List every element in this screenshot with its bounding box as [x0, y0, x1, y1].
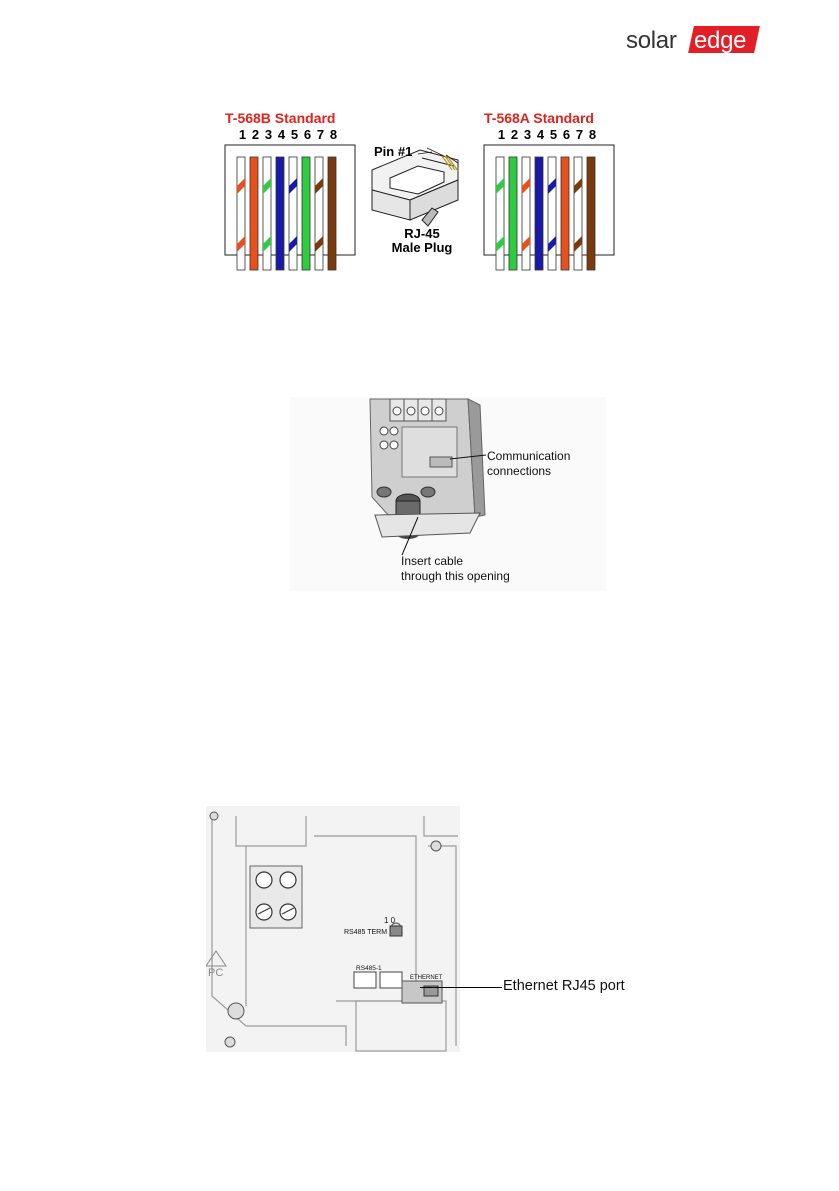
t568b-wire-6: [302, 157, 310, 270]
logo-text-solar: solar: [626, 27, 677, 54]
silk-rs485-1: RS485-1: [356, 965, 382, 972]
t568a-wire-8: [587, 157, 595, 270]
silk-ethernet: ETHERNET: [410, 975, 443, 981]
t568b-wire-5: [289, 157, 297, 270]
t568b-pin-numbers: 1 2 3 4 5 6 7 8: [238, 127, 338, 142]
t568b-wire-8: [328, 157, 336, 270]
t568a-title: T-568A Standard: [484, 110, 594, 126]
silk-1-0: 1 0: [384, 916, 396, 925]
callout-comm-line2: connections: [487, 464, 552, 478]
silk-rs485-term: RS485 TERM: [344, 929, 388, 936]
t568b-wire-2: [250, 157, 258, 270]
board-figure: [206, 806, 460, 1052]
pin1-label: Pin #1: [374, 144, 413, 159]
t568a-wire-3: [522, 157, 530, 270]
board-drawing: [206, 806, 460, 1052]
callout-cable-line2: through this opening: [401, 569, 510, 583]
silk-pc: PC: [208, 967, 224, 979]
t568b-connector: [225, 145, 355, 270]
plug-label-line2: Male Plug: [391, 240, 453, 255]
t568a-wire-1: [496, 157, 504, 270]
t568b-wire-3: [263, 157, 271, 270]
callout-comm-line1: Communication: [487, 449, 571, 463]
t568a-connector: [484, 145, 614, 270]
rj45-plug-drawing: [372, 150, 458, 226]
t568a-wire-6: [561, 157, 569, 270]
enclosure-figure: [290, 397, 606, 591]
callout-ethernet: Ethernet RJ45 port: [503, 978, 625, 994]
logo-text-edge: edge: [694, 27, 747, 54]
solaredge-logo: [626, 25, 766, 59]
t568a-wire-2: [509, 157, 517, 270]
t568b-wire-1: [237, 157, 245, 270]
plug-label-line1: RJ-45: [404, 226, 440, 241]
t568b-title: T-568B Standard: [225, 110, 336, 126]
t568a-pin-numbers: 1 2 3 4 5 6 7 8: [497, 127, 597, 142]
t568b-wire-4: [276, 157, 284, 270]
callout-cable-line1: Insert cable: [401, 554, 464, 568]
t568b-wire-7: [315, 157, 323, 270]
rj45-wiring-figure: [222, 108, 618, 274]
t568a-wire-4: [535, 157, 543, 270]
t568a-wire-5: [548, 157, 556, 270]
ethernet-leader: [420, 987, 502, 988]
t568a-wire-7: [574, 157, 582, 270]
